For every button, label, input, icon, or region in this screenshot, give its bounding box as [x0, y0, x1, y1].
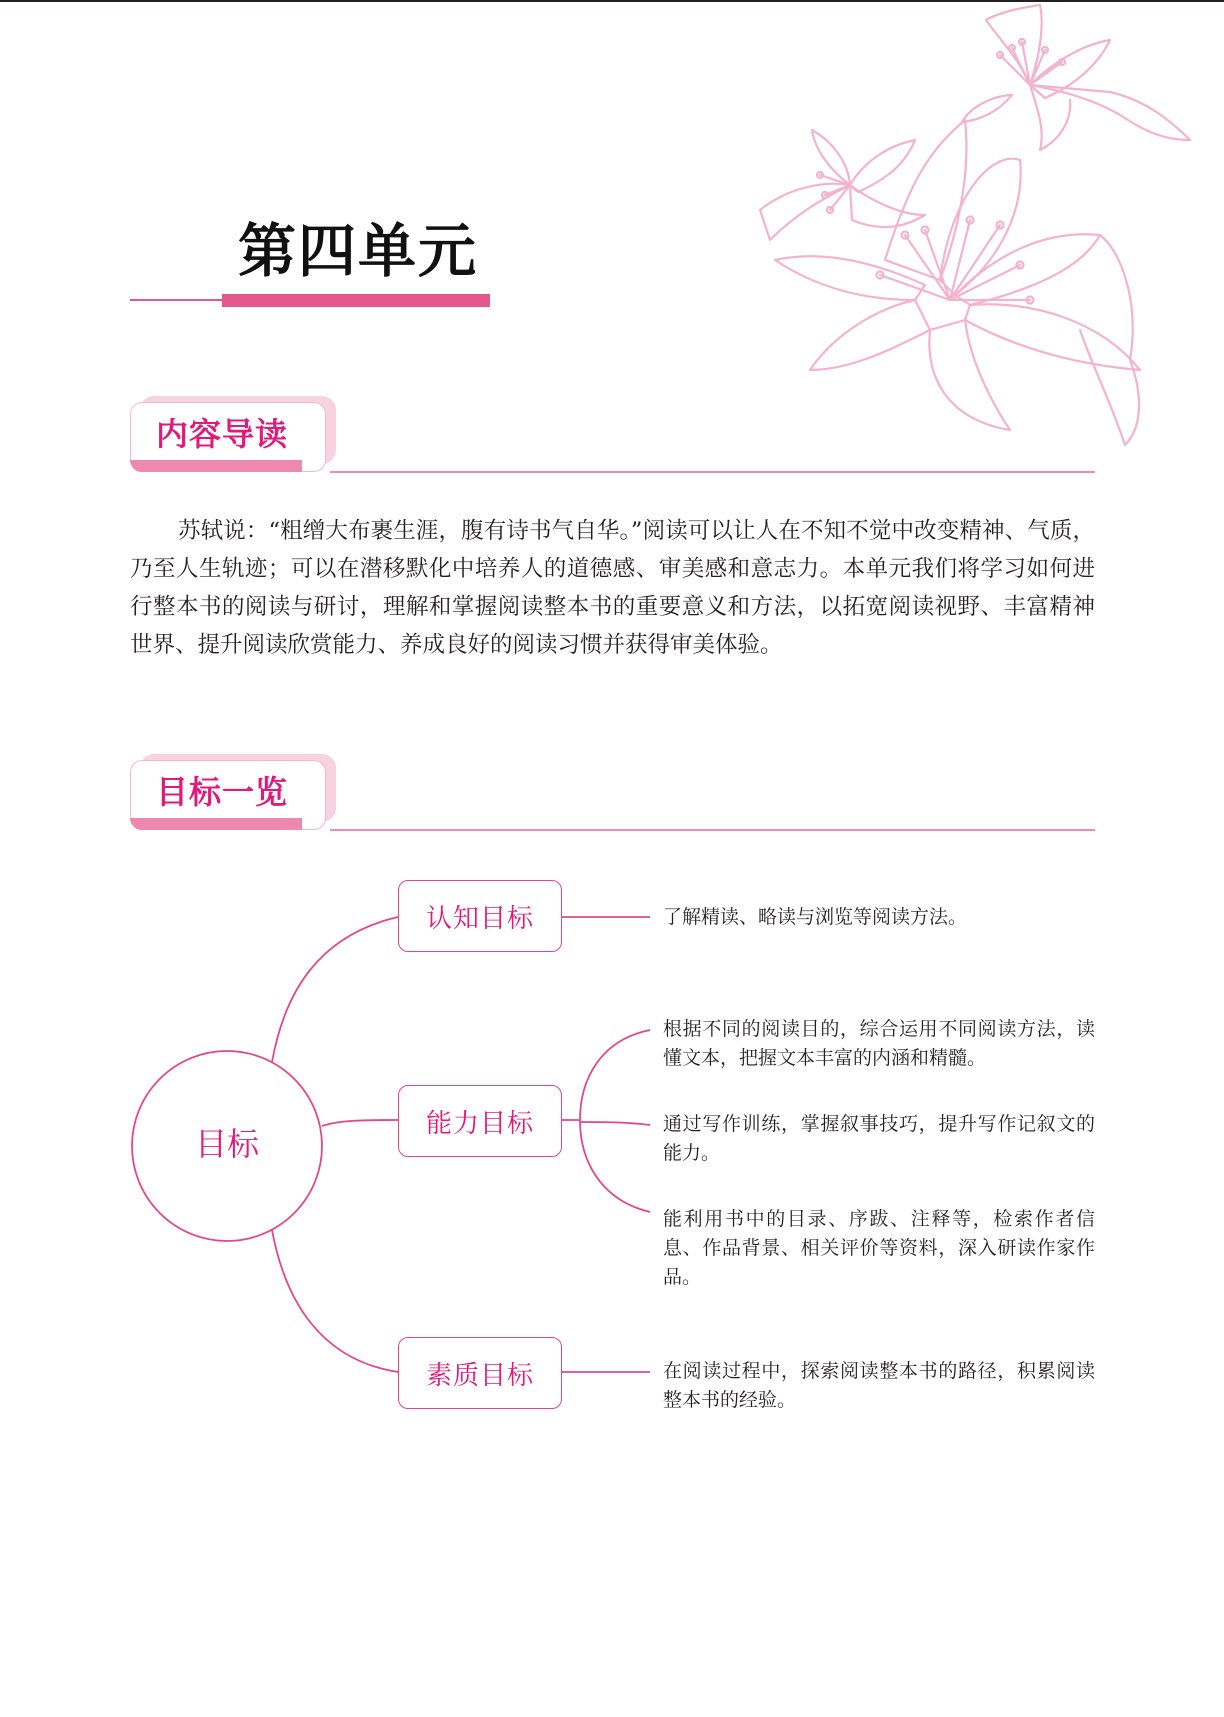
goal-item-cognitive-1: 了解精读、略读与浏览等阅读方法。 [663, 906, 968, 928]
section-label: 内容导读 [156, 415, 289, 453]
goal-item-quality-1: 在阅读过程中，探索阅读整本书的路径，积累阅读整本书的经验。 [663, 1360, 1095, 1411]
goal-node-ability: 能力目标 [398, 1085, 562, 1157]
goal-node-cognitive: 认知目标 [398, 880, 562, 952]
unit-title: 第四单元 [238, 217, 479, 285]
connector-quality [272, 1230, 398, 1372]
intro-text: 苏轼说：“粗缯大布裹生涯，腹有诗书气自华。”阅读可以让人在不知不觉中改变精神、气质，乃至人生轨迹；可以在潜移默化中培养人的道德感、审美感和意志力。本单元我们将学习如何进行整本书的阅读与研讨，理解和掌握阅读整本书的重要意义和方法，以拓宽阅读视野、丰富精神世界、提升阅读欣赏能力、养成良好的阅读习惯并获得审美体验。 [130, 518, 1095, 658]
root-node-label: 目标 [194, 1125, 259, 1163]
connector-ability [322, 1120, 398, 1126]
goal-item-ability-3: 能利用书中的目录、序跋、注释等，检索作者信息、作品背景、相关评价等资料，深入研读作家作品。 [663, 1208, 1095, 1288]
connector-ability-bracket [580, 1030, 650, 1212]
section-label: 目标一览 [156, 773, 289, 811]
connector-ability-item-2 [580, 1122, 650, 1125]
goal-item-ability-1: 根据不同的阅读目的，综合运用不同阅读方法，读懂文本，把握文本丰富的内涵和精髓。 [663, 1018, 1095, 1069]
goal-item-ability-2: 通过写作训练，掌握叙事技巧，提升写作记叙文的能力。 [663, 1113, 1095, 1164]
connector-cognitive [272, 917, 398, 1062]
goal-node-quality: 素质目标 [398, 1337, 562, 1409]
